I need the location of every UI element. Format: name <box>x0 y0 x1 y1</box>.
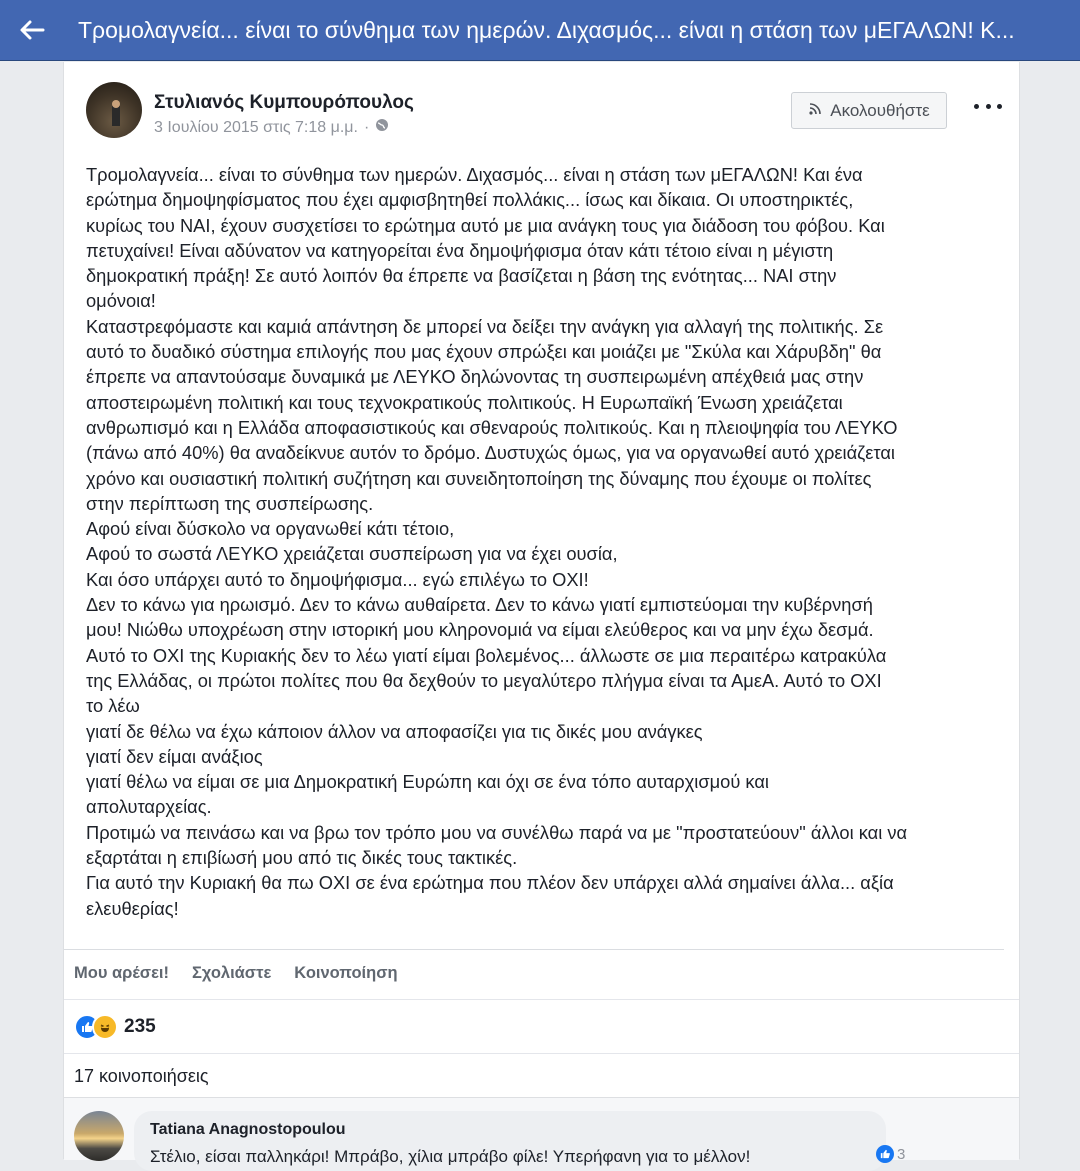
comment-like-icon <box>876 1145 894 1163</box>
post-body-line: της Ελλάδας, οι πρώτοι πολίτες που θα δεχθούν το μεγαλύτερο πλήγμα είναι τα ΑμεΑ. Αυτό το ΟΧΙ <box>86 669 882 691</box>
comment-like-count: 3 <box>897 1145 906 1163</box>
reactions-bar[interactable] <box>64 999 1019 1054</box>
commenter-name[interactable]: Tatiana Anagnostopoulou <box>150 1121 346 1138</box>
post-body-line: Τρομολαγνεία... είναι το σύνθημα των ημερών. Διχασμός... είναι η στάση των μΕΓΑΛΩΝ! Και ένα <box>86 164 863 185</box>
haha-reaction-icon <box>92 1014 118 1040</box>
post-body-line: γιατί θέλω να είμαι σε μια Δημοκρατική Ευρώπη και όχι σε ένα τόπο αυταρχισμού και <box>86 771 769 793</box>
reaction-count: 235 <box>124 1016 156 1037</box>
post-body-line: Καταστρεφόμαστε και καμιά απάντηση δε μπορεί να δείξει την ανάγκη για αλλαγή της πολιτικής. Σε <box>86 315 884 337</box>
post-body-line: αυτό το δυαδικό σύστημα επιλογής που μας έχουν σπρώξει και μοιάζει με "Σκύλα και Χάρυβδη" θα <box>86 341 882 363</box>
post-body-line: Προτιμώ να πεινάσω και να βρω τον τρόπο μου να συνέλθω παρά να με "προστατεύουν" άλλοι και να <box>86 821 908 843</box>
post-body-line: μου! Νιώθω υποχρέωση στην ιστορική μου κληρονομιά να είμαι ελεύθερος και να μην έχω δεσμά. <box>86 619 874 641</box>
post-body-line: έπρεπε να απαντούσαμε δυναμικά με ΛΕΥΚΟ δηλώνοντας τη συσπειρωμένη απέχθειά μας στην <box>86 366 864 388</box>
post-actions <box>74 964 398 983</box>
post-body-line: Αφού είναι δύσκολο να οργανωθεί κάτι τέτοιο, <box>86 518 455 540</box>
post-body-line: δημοκρατική πράξη! Σε αυτό λοιπόν θα έπρεπε να βασίζεται η βάση της ενότητας... ΝΑΙ στην <box>86 265 837 287</box>
reaction-icons <box>74 1014 118 1040</box>
comment-bubble <box>134 1111 906 1171</box>
post-meta <box>154 118 389 137</box>
post-body-line: Και όσο υπάρχει αυτό το δημοψήφισμα... εγώ επιλέγω το ΟΧΙ! <box>86 568 589 590</box>
comment-button[interactable]: Σχολιάστε <box>192 964 272 982</box>
post-body-line: Αυτό το ΟΧΙ της Κυριακής δεν το λέω γιατί είμαι βολεμένος... άλλωστε σε μια περαιτέρω κατρακύλα <box>86 644 887 666</box>
post-body <box>86 162 1001 921</box>
back-arrow-icon[interactable] <box>14 12 50 48</box>
top-navigation-bar <box>0 0 1080 61</box>
comment-like-badge[interactable] <box>876 1145 905 1163</box>
share-button[interactable]: Κοινοποίηση <box>294 964 398 982</box>
post-body-line: κυρίως του ΝΑΙ, έχουν συσχετίσει το ερώτημα αυτό με μια ανάγκη τους για διάδοση του φόβου. Και <box>86 214 885 236</box>
follow-label: Ακολουθήστε <box>830 100 930 120</box>
comment-text: Στέλιο, είσαι παλληκάρι! Μπράβο, χίλια μπράβο φίλε! Υπερήφανη για το μέλλον! <box>150 1147 751 1166</box>
page-title: Τρομολαγνεία... είναι το σύνθημα των ημερών. Διχασμός... είναι η στάση των μΕΓΑΛΩΝ! Κ... <box>78 17 1015 43</box>
post-body-line: αποστειρωμένη πολιτική και τους τεχνοκρατικούς πολιτικούς. Η Ευρωπαϊκή Ένωση χρειάζεται <box>86 391 843 413</box>
commenter-avatar[interactable] <box>74 1111 124 1161</box>
author-avatar[interactable] <box>86 82 142 138</box>
post-body-line: ελευθερίας! <box>86 897 179 919</box>
post-body-line: Δεν το κάνω για ηρωισμό. Δεν το κάνω αυθαίρετα. Δεν το κάνω γιατί εμπιστεύομαι την κυβέρνησή <box>86 594 873 616</box>
post-card <box>63 62 1020 1166</box>
post-body-line: χρόνο και ουσιαστική πολιτική συζήτηση και συνειδητοποίηση της δύναμης που έχουμε οι πολίτες <box>86 467 872 489</box>
meta-separator: · <box>363 118 370 136</box>
post-body-line: ερώτημα δημοψηφίσματος που έχει αμφισβητηθεί πολλάκις... ίσως και δίκαια. Οι υποστηρικτές, <box>86 189 854 211</box>
divider <box>64 949 1004 950</box>
like-button[interactable]: Μου αρέσει! <box>74 964 170 982</box>
post-body-line: ομόνοια! <box>86 290 156 312</box>
post-body-line: Για αυτό την Κυριακή θα πω ΟΧΙ σε ένα ερώτημα που πλέον δεν υπάρχει αλλά σημαίνει άλλα... αξία <box>86 872 894 894</box>
follow-button[interactable] <box>791 92 947 129</box>
author-name[interactable]: Στυλιανός Κυμπουρόπουλος <box>154 92 414 113</box>
post-body-line: γιατί δε θέλω να έχω κάποιον άλλον να αποφασίζει για τις δικές μου ανάγκες <box>86 720 703 742</box>
post-body-line: γιατί δεν είμαι ανάξιος <box>86 745 263 767</box>
comments-section <box>64 1097 1019 1166</box>
post-body-line: ανθρωπισμό και η Ελλάδα αποφασιστικούς και σθεναρούς πολιτικούς. Και η πλειοψηφία του ΛΕΥΚΟ <box>86 416 898 438</box>
rss-icon <box>808 101 822 121</box>
post-body-line: Αφού το σωστά ΛΕΥΚΟ χρειάζεται συσπείρωση για να έχει ουσία, <box>86 543 618 565</box>
post-body-line: εξαρτάται η επιβίωσή μου από τις δικές τους τακτικές. <box>86 847 518 869</box>
more-dots-icon[interactable] <box>974 96 1002 116</box>
post-body-line: (πάνω από 40%) θα αναδείκνυε αυτόν το δρόμο. Δυστυχώς όμως, για να οργανωθεί αυτό χρειάζεται <box>86 442 895 464</box>
shares-count[interactable]: 17 κοινοποιήσεις <box>64 1053 1019 1097</box>
post-body-line: πετυχαίνει! Είναι αδύνατον να κατηγορείται ένα δημοψήφισμα όταν κάτι τέτοιο είναι η μέγιστη <box>86 239 834 261</box>
post-body-line: το λέω <box>86 695 140 717</box>
post-timestamp[interactable]: 3 Ιουλίου 2015 στις 7:18 μ.μ. <box>154 118 358 136</box>
post-body-line: στην περίπτωση της συσπείρωσης. <box>86 492 374 514</box>
globe-icon <box>375 118 389 137</box>
post-body-line: απολυταρχείας. <box>86 796 212 818</box>
